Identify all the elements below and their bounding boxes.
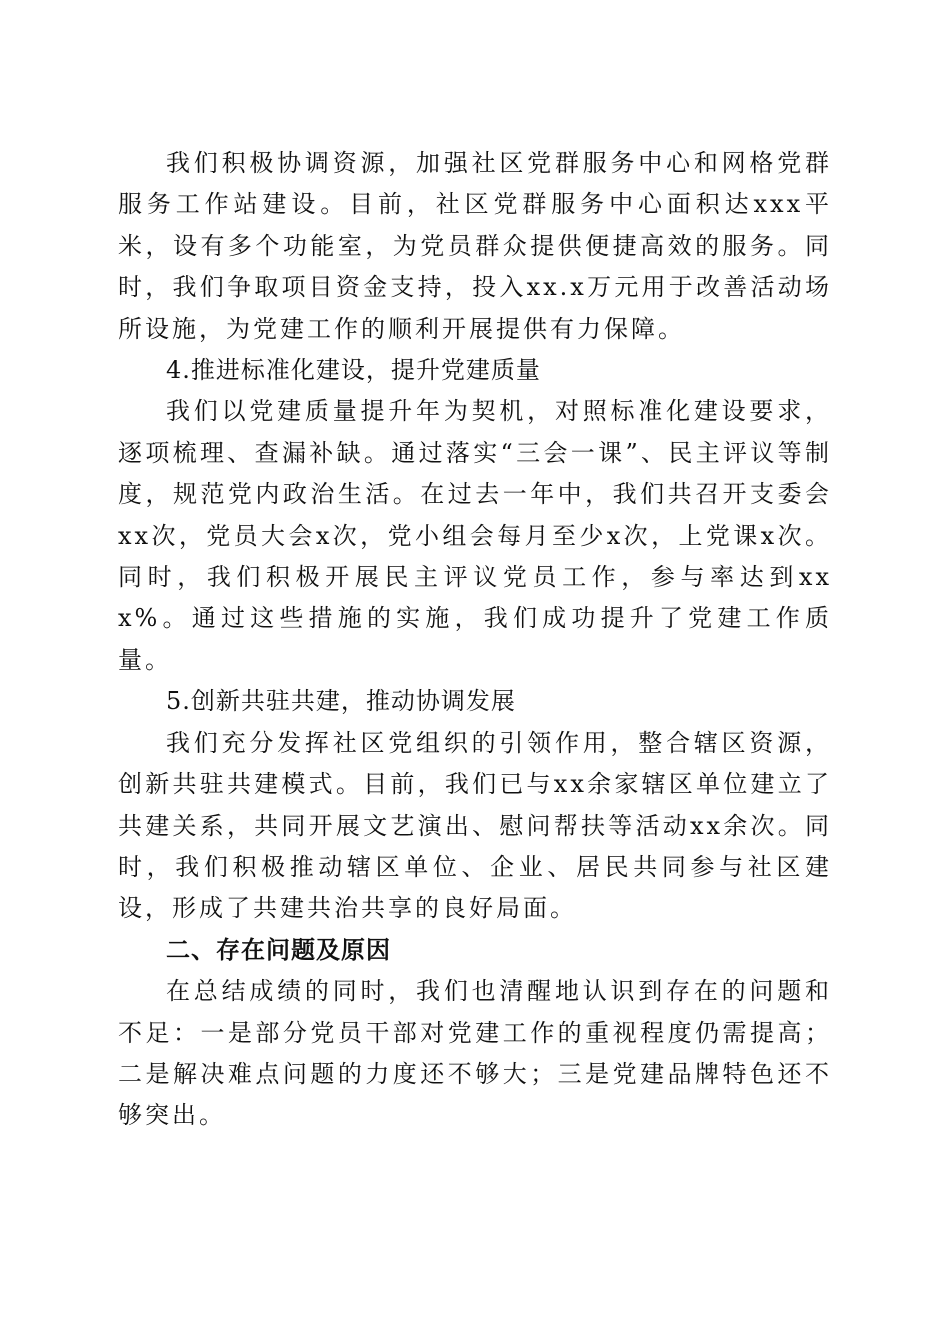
paragraph-problems: 在总结成绩的同时，我们也清醒地认识到存在的问题和不足：一是部分党员干部对党建工作的重视程度仍需提高；二是解决难点问题的力度还不够大；三是党建品牌特色还不够突出。 xyxy=(118,977,832,1130)
section-heading-problems: 二、存在问题及原因 xyxy=(166,935,391,964)
document-body xyxy=(118,143,832,1137)
subheading-co-construction: 5.创新共驻共建，推动协调发展 xyxy=(166,687,516,716)
subheading-standardization: 4.推进标准化建设，提升党建质量 xyxy=(166,356,541,385)
paragraph-standardization: 我们以党建质量提升年为契机，对照标准化建设要求，逐项梳理、查漏补缺。通过落实“三会一课”、民主评议等制度，规范党内政治生活。在过去一年中，我们共召开支委会xx次，党员大会x次，党小组会每月至少x次，上党课x次。同时，我们积极开展民主评议党员工作，参与率达到xxx%。通过这些措施的实施，我们成功提升了党建工作质量。 xyxy=(118,397,832,674)
paragraph-facilities: 我们积极协调资源，加强社区党群服务中心和网格党群服务工作站建设。目前，社区党群服务中心面积达xxx平米，设有多个功能室，为党员群众提供便捷高效的服务。同时，我们争取项目资金支持，投入xx.x万元用于改善活动场所设施，为党建工作的顺利开展提供有力保障。 xyxy=(118,149,832,343)
paragraph-co-construction: 我们充分发挥社区党组织的引领作用，整合辖区资源，创新共驻共建模式。目前，我们已与xx余家辖区单位建立了共建关系，共同开展文艺演出、慰问帮扶等活动xx余次。同时，我们积极推动辖区单位、企业、居民共同参与社区建设，形成了共建共治共享的良好局面。 xyxy=(118,728,832,923)
